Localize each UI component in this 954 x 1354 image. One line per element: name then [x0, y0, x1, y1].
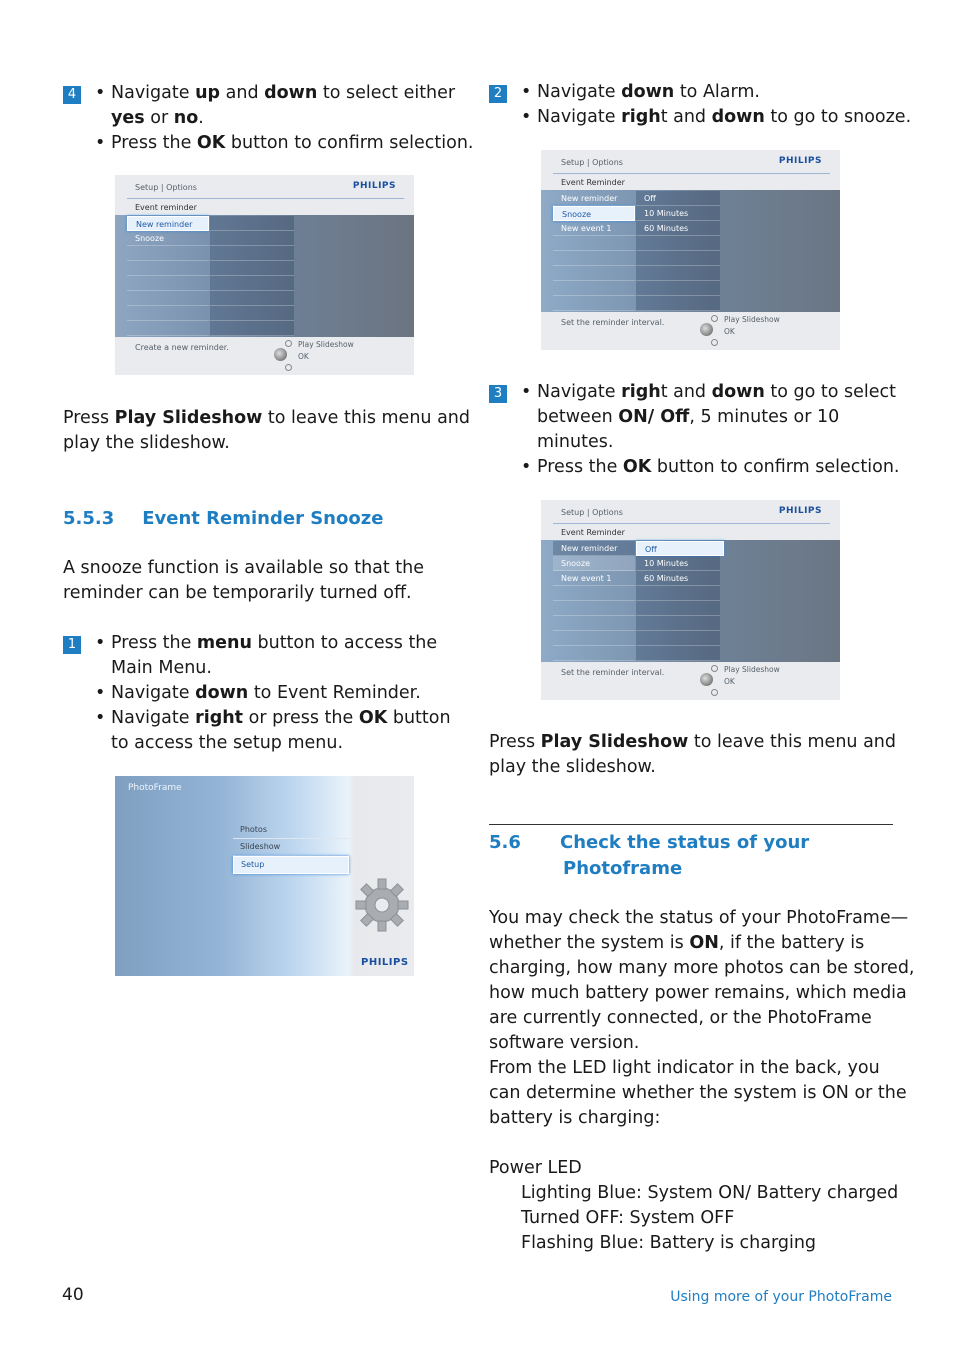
value-off[interactable]: Off	[636, 191, 720, 206]
ok-knob-icon	[700, 323, 713, 336]
screenshot-main-menu	[115, 776, 414, 976]
section-rule	[489, 824, 893, 825]
ok-label: OK	[298, 352, 309, 361]
step-1-box: 1	[63, 636, 81, 654]
photoframe-title: PhotoFrame	[128, 783, 182, 793]
press-play-slideshow-2: Press Play Slideshow to leave this menu and	[489, 732, 896, 752]
value-60-minutes[interactable]: 60 Minutes	[636, 221, 720, 236]
menu-item-new-event[interactable]: New event 1	[553, 221, 635, 236]
step-2-bullet-1: • Navigate down to Alarm.	[521, 82, 760, 102]
menu-item-snooze[interactable]: Snooze	[127, 231, 209, 246]
menu-item-setup[interactable]: Setup	[233, 856, 349, 874]
screen-hint: Set the reminder interval.	[561, 668, 665, 677]
menu-item-slideshow[interactable]: Slideshow	[233, 839, 349, 856]
menu-item-snooze[interactable]: Snooze	[553, 556, 635, 571]
ok-label: OK	[724, 677, 735, 686]
step-4-bullet-2: • Press the OK button to confirm selection.	[95, 133, 474, 153]
step-3-bullet-1-cont: between ON/ Off, 5 minutes or 10	[537, 407, 840, 427]
philips-logo: PHILIPS	[778, 156, 822, 166]
page-number: 40	[62, 1285, 84, 1305]
screenshot-snooze-select	[541, 150, 840, 350]
value-10-minutes[interactable]: 10 Minutes	[636, 556, 720, 571]
screenshot-snooze-value	[541, 500, 840, 700]
play-slideshow-label: Play Slideshow	[724, 315, 780, 324]
screen-hint: Set the reminder interval.	[561, 318, 665, 327]
play-slideshow-label: Play Slideshow	[298, 340, 354, 349]
menu-item-new-reminder[interactable]: New reminder	[553, 191, 635, 206]
snooze-intro-1: A snooze function is available so that the	[63, 558, 425, 578]
step-1-bullet-1-cont: Main Menu.	[111, 658, 212, 678]
screen-title: Event reminder	[135, 203, 197, 212]
step-1-bullet-3: • Navigate right or press the OK button	[95, 708, 451, 728]
menu-item-new-reminder[interactable]: New reminder	[553, 541, 635, 556]
section-number-5-6: 5.6	[489, 832, 521, 853]
step-3-bullet-1: • Navigate right and down to go to select	[521, 382, 896, 402]
value-60-minutes[interactable]: 60 Minutes	[636, 571, 720, 586]
chapter-title: Using more of your PhotoFrame	[670, 1289, 892, 1305]
screen-breadcrumb: Setup | Options	[135, 183, 197, 192]
press-play-slideshow-1-cont: play the slideshow.	[63, 433, 230, 453]
section-title-line-1: Check the status of your	[560, 832, 810, 853]
menu-item-snooze[interactable]: Snooze	[553, 206, 635, 221]
menu-item-new-event[interactable]: New event 1	[553, 571, 635, 586]
press-play-slideshow-2-cont: play the slideshow.	[489, 757, 656, 777]
screen-breadcrumb: Setup | Options	[561, 508, 623, 517]
screenshot-event-reminder	[115, 175, 414, 375]
step-4-bullet-1-cont: yes or no.	[111, 108, 204, 128]
gear-icon	[353, 876, 411, 934]
menu-item-photos[interactable]: Photos	[233, 822, 349, 839]
menu-item-new-reminder[interactable]: New reminder	[127, 216, 209, 231]
value-10-minutes[interactable]: 10 Minutes	[636, 206, 720, 221]
section-heading-5-5-3: 5.5.3 Event Reminder Snooze	[63, 508, 384, 529]
philips-logo: PHILIPS	[352, 181, 396, 191]
step-1-bullet-2: • Navigate down to Event Reminder.	[95, 683, 421, 703]
screen-title: Event Reminder	[561, 528, 625, 537]
step-3-bullet-1-cont-2: minutes.	[537, 432, 614, 452]
step-2-box: 2	[489, 85, 507, 103]
step-4-bullet-1: • Navigate up and down to select either	[95, 83, 456, 103]
led-item: Turned OFF: System OFF	[521, 1208, 735, 1228]
screen-breadcrumb: Setup | Options	[561, 158, 623, 167]
press-play-slideshow-1: Press Play Slideshow to leave this menu and	[63, 408, 470, 428]
step-4-box: 4	[63, 86, 81, 104]
play-slideshow-label: Play Slideshow	[724, 665, 780, 674]
snooze-intro-2: reminder can be temporarily turned off.	[63, 583, 412, 603]
section-title-line-2: Photoframe	[563, 858, 683, 879]
screen-title: Event Reminder	[561, 178, 625, 187]
step-3-box: 3	[489, 385, 507, 403]
screen-hint: Create a new reminder.	[135, 343, 229, 352]
value-off[interactable]: Off	[636, 541, 724, 556]
led-item: Lighting Blue: System ON/ Battery charged	[521, 1183, 899, 1203]
philips-logo: PHILIPS	[361, 957, 409, 968]
power-led-title: Power LED	[489, 1158, 582, 1178]
step-3-bullet-2: • Press the OK button to confirm selection.	[521, 457, 900, 477]
status-paragraph: You may check the status of your PhotoFrame— whether the system is ON, if the battery is charging, how many more photos can be stored, how much battery power remains, which media are currently connected, or the PhotoFrame software version. From the LED light indicator in the back, you can determine whether the system is ON or the battery is charging:	[489, 908, 915, 1128]
led-item: Flashing Blue: Battery is charging	[521, 1233, 817, 1253]
step-2-bullet-2: • Navigate right and down to go to snooze.	[521, 107, 912, 127]
ok-knob-icon	[274, 348, 287, 361]
step-1-bullet-1: • Press the menu button to access the	[95, 633, 438, 653]
ok-knob-icon	[700, 673, 713, 686]
philips-logo: PHILIPS	[778, 506, 822, 516]
step-1-bullet-3-cont: to access the setup menu.	[111, 733, 344, 753]
ok-label: OK	[724, 327, 735, 336]
